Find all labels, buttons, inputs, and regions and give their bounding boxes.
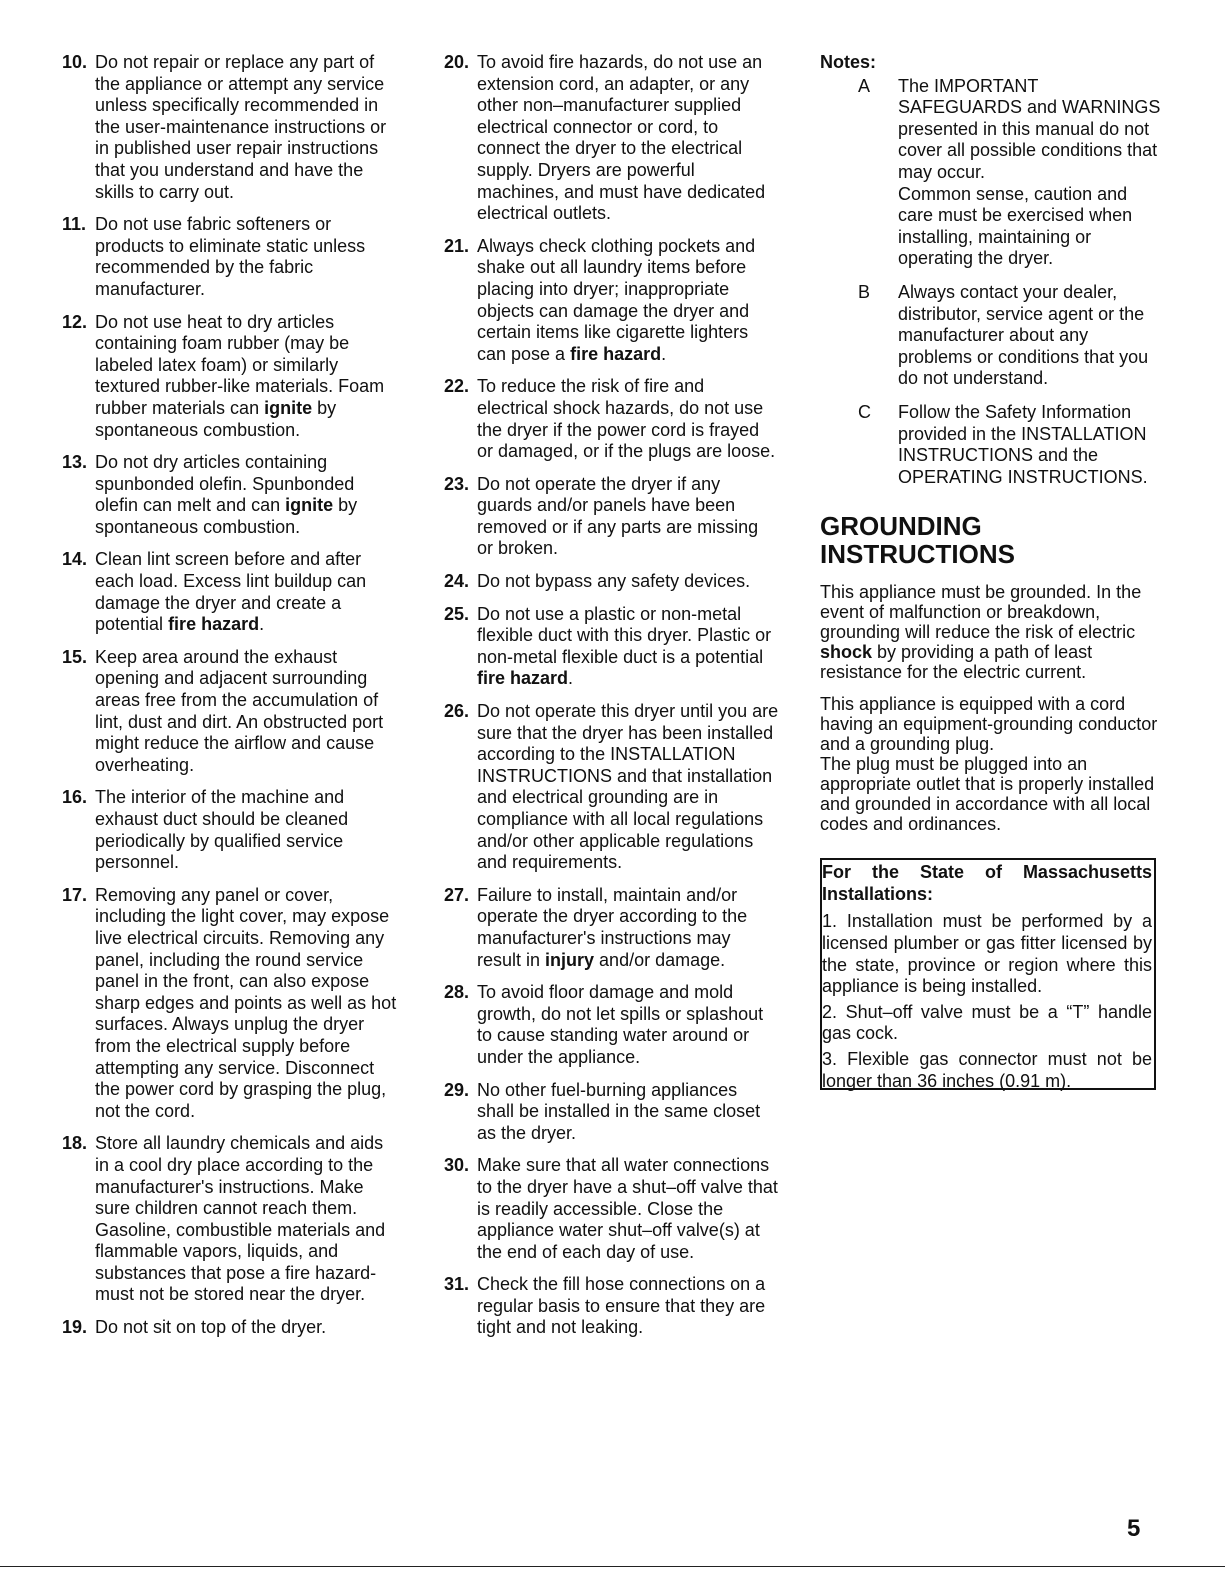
item-text-part: Do not operate the dryer if any guards and/or panels have been removed or if any parts are missing or broken. <box>477 473 759 559</box>
page-number: 5 <box>1127 1515 1141 1542</box>
item-text-bold: injury <box>545 949 595 970</box>
item-number: 18. <box>62 1133 88 1154</box>
item-number: 13. <box>62 452 88 473</box>
grounding-p2-line-a: This appliance is equipped with a cord having an equipment-grounding conductor and a grounding plug. <box>820 694 1158 755</box>
safety-item <box>444 1274 779 1339</box>
safety-item <box>444 1155 779 1263</box>
item-number: 12. <box>62 311 88 332</box>
item-number: 17. <box>62 884 88 905</box>
grounding-p1-text-c: by providing a path of least resistance for the electric current. <box>820 642 1093 683</box>
item-text <box>477 236 779 366</box>
item-text-part: by spontaneous combustion. <box>95 495 358 537</box>
item-text-part: Do not use fabric softeners or products to eliminate static unless recommended by the fabric manufacturer. <box>95 214 366 299</box>
item-text <box>95 647 397 777</box>
grounding-p1-text-a: This appliance must be grounded. In the event of malfunction or breakdown, grounding will reduce the risk of electric <box>820 582 1142 643</box>
item-text <box>95 214 397 300</box>
massachusetts-title: For the State of Massachusetts Installations: <box>822 862 1152 904</box>
item-number: 15. <box>62 646 88 667</box>
grounding-p2-line-b: The plug must be plugged into an appropriate outlet that is properly installed and grounded in accordance with all local codes and ordinances. <box>820 754 1155 835</box>
item-text-part: . <box>568 668 574 689</box>
item-number: 28. <box>444 982 470 1003</box>
item-text <box>477 604 779 690</box>
grounding-heading <box>820 512 1165 568</box>
safety-item <box>62 312 397 442</box>
item-text-part: Do not use a plastic or non-metal flexible duct with this dryer. Plastic or non-metal flexible duct is a potential <box>477 603 772 667</box>
safety-item <box>62 549 397 635</box>
notes-list <box>820 76 1165 489</box>
safety-item <box>62 787 397 873</box>
massachusetts-box <box>820 858 1156 1090</box>
grounding-paragraph-1 <box>820 582 1165 682</box>
item-text <box>95 312 397 442</box>
safety-item <box>444 701 779 874</box>
item-number: 16. <box>62 787 88 808</box>
massachusetts-item-3: 3. Flexible gas connector must not be longer than 36 inches (0.91 m). <box>822 1049 1152 1091</box>
safety-item <box>62 885 397 1123</box>
item-number: 22. <box>444 376 470 397</box>
item-text-bold: ignite <box>264 397 313 418</box>
item-number: 30. <box>444 1155 470 1176</box>
item-text-part: The interior of the machine and exhaust duct should be cleaned periodically by qualified service personnel. <box>95 787 349 873</box>
item-text-part: Do not operate this dryer until you are sure that the dryer has been installed according to the INSTALLATION INSTRUCTIONS and that installation and electrical grounding are in compliance with all local regulations and/or other applicable regulations and requirements. <box>477 701 779 873</box>
item-text <box>477 474 779 560</box>
item-text-part: by spontaneous combustion. <box>95 397 337 440</box>
safety-item <box>444 236 779 366</box>
item-text <box>477 1274 779 1339</box>
item-text-part: To reduce the risk of fire and electrical shock hazards, do not use the dryer if the power cord is frayed or damaged, or if the plugs are loose. <box>477 376 776 462</box>
item-number: 24. <box>444 571 470 592</box>
item-text <box>477 571 779 593</box>
column-left <box>62 52 397 1350</box>
item-text-part: Store all laundry chemicals and aids in a cool dry place according to the manufacturer's instructions. Make sure children cannot reach them. Gasoline, combustible materials and flammable vapors, liquids, and substances that pose a fire hazard-must not be stored near the dryer. <box>95 1133 386 1305</box>
safety-item <box>444 52 779 225</box>
item-text-part: Failure to install, maintain and/or operate the dryer according to the manufacturer's instructions may result in <box>477 884 748 970</box>
item-text-part: Make sure that all water connections to the dryer have a shut–off valve that is readily accessible. Close the appliance water shut–off valve(s) at the end of each day of use. <box>477 1155 778 1262</box>
column-middle <box>444 52 779 1350</box>
grounding-heading-line2: INSTRUCTIONS <box>820 539 1015 570</box>
item-text-part: Check the fill hose connections on a regular basis to ensure that they are tight and not leaking. <box>477 1274 766 1338</box>
note-paragraph: Follow the Safety Information provided in the INSTALLATION INSTRUCTIONS and the OPERATING INSTRUCTIONS. <box>898 401 1148 487</box>
item-text <box>477 885 779 971</box>
item-text-bold: fire hazard <box>168 614 260 635</box>
item-text <box>477 1155 779 1263</box>
item-text-part: Removing any panel or cover, including the light cover, may expose live electrical circuits. Removing any panel, including the round service panel in the front, can also expose sharp edges and points as well as hot surfaces. Always unplug the dryer from the electrical supply before attempting any service. Disconnect the power cord by grasping the plug, not the cord. <box>95 884 397 1121</box>
item-text <box>95 549 397 635</box>
note-paragraph: Common sense, caution and care must be exercised when installing, maintaining or operating the dryer. <box>898 183 1133 269</box>
note-item <box>820 282 1165 390</box>
grounding-heading-line1: GROUNDING <box>820 511 982 542</box>
item-text-bold: fire hazard <box>570 343 662 364</box>
item-text <box>477 1080 779 1145</box>
note-text <box>898 402 1165 488</box>
item-text-part: Always check clothing pockets and shake out all laundry items before placing into dryer; inappropriate objects can damage the dryer and certain items like cigarette lighters can pose a <box>477 235 756 364</box>
safety-item <box>62 647 397 777</box>
item-number: 14. <box>62 549 88 570</box>
safety-item <box>62 452 397 538</box>
safety-item <box>444 604 779 690</box>
safety-item <box>444 474 779 560</box>
item-text-part: . <box>259 614 265 635</box>
item-number: 29. <box>444 1079 470 1100</box>
item-text-part: Do not use heat to dry articles containing foam rubber (may be labeled latex foam) or similarly textured rubber-like materials. Foam rubber materials can <box>95 311 385 418</box>
item-text-bold: ignite <box>285 495 334 516</box>
item-text <box>95 52 397 203</box>
item-text-part: Keep area around the exhaust opening and adjacent surrounding areas free from the accumulation of lint, dust and dirt. An obstructed port might reduce the airflow and cause overheating. <box>95 646 384 775</box>
item-text <box>95 452 397 538</box>
grounding-paragraph-2 <box>820 694 1165 834</box>
item-text <box>477 701 779 874</box>
item-text-part: Do not repair or replace any part of the appliance or attempt any service unless specifically recommended in the user-maintenance instructions or in published user repair instructions that you understand and have the skills to carry out. <box>95 52 387 202</box>
item-text <box>95 885 397 1123</box>
item-text-part: Do not bypass any safety devices. <box>477 571 751 592</box>
item-number: 11. <box>62 214 87 235</box>
item-text <box>477 982 779 1068</box>
item-number: 10. <box>62 52 88 72</box>
note-letter: A <box>858 75 871 96</box>
note-paragraph: Always contact your dealer, distributor, service agent or the manufacturer about any problems or conditions that you do not understand. <box>898 281 1149 389</box>
item-text-part: Clean lint screen before and after each load. Excess lint buildup can damage the dryer and create a potential <box>95 549 367 635</box>
note-item <box>820 76 1165 270</box>
note-text <box>898 282 1165 390</box>
item-text-part: To avoid floor damage and mold growth, do not let spills or splashout to cause standing water around or under the appliance. <box>477 982 764 1067</box>
safety-item <box>444 885 779 971</box>
safety-item <box>62 1133 397 1306</box>
item-text <box>477 376 779 462</box>
massachusetts-item-1: 1. Installation must be performed by a licensed plumber or gas fitter licensed by the state, province or region where this appliance is being installed. <box>822 911 1152 997</box>
safety-item <box>444 571 779 593</box>
item-number: 31. <box>444 1274 470 1295</box>
item-text <box>95 787 397 873</box>
column-right <box>820 52 1165 1090</box>
item-text <box>95 1133 397 1306</box>
item-text-part: To avoid fire hazards, do not use an extension cord, an adapter, or any other non–manufacturer supplied electrical connector or cord, to connect the dryer to the electrical supply. Dryers are powerful machines, and must have dedicated electrical outlets. <box>477 52 766 224</box>
note-item <box>820 402 1165 488</box>
safety-item <box>62 1317 397 1339</box>
item-text <box>477 52 779 225</box>
safety-item <box>62 214 397 300</box>
item-number: 26. <box>444 701 470 722</box>
note-letter: C <box>858 401 871 422</box>
item-number: 27. <box>444 884 470 905</box>
safety-item <box>444 376 779 462</box>
item-text-part: No other fuel-burning appliances shall be installed in the same closet as the dryer. <box>477 1079 761 1143</box>
safety-item <box>444 1080 779 1145</box>
item-text-part: Do not sit on top of the dryer. <box>95 1317 327 1338</box>
safety-item <box>444 982 779 1068</box>
item-text-part: and/or damage. <box>594 949 726 970</box>
note-paragraph: The IMPORTANT SAFEGUARDS and WARNINGS presented in this manual do not cover all possible conditions that may occur. <box>898 75 1161 182</box>
item-text-part: Do not dry articles containing spunbonded olefin. Spunbonded olefin can melt and can <box>95 452 355 516</box>
item-number: 20. <box>444 52 470 72</box>
notes-title: Notes: <box>820 52 877 72</box>
item-text-part: . <box>661 343 667 364</box>
item-text <box>95 1317 397 1339</box>
grounding-p1-bold: shock <box>820 642 873 663</box>
item-number: 21. <box>444 235 470 256</box>
note-text <box>898 76 1165 270</box>
bottom-rule <box>0 1566 1225 1567</box>
safety-item <box>62 52 397 203</box>
item-number: 23. <box>444 473 470 494</box>
note-letter: B <box>858 281 871 302</box>
massachusetts-item-2: 2. Shut–off valve must be a “T” handle gas cock. <box>822 1001 1152 1044</box>
item-number: 25. <box>444 603 470 624</box>
item-number: 19. <box>62 1317 88 1338</box>
item-text-bold: fire hazard <box>477 668 569 689</box>
